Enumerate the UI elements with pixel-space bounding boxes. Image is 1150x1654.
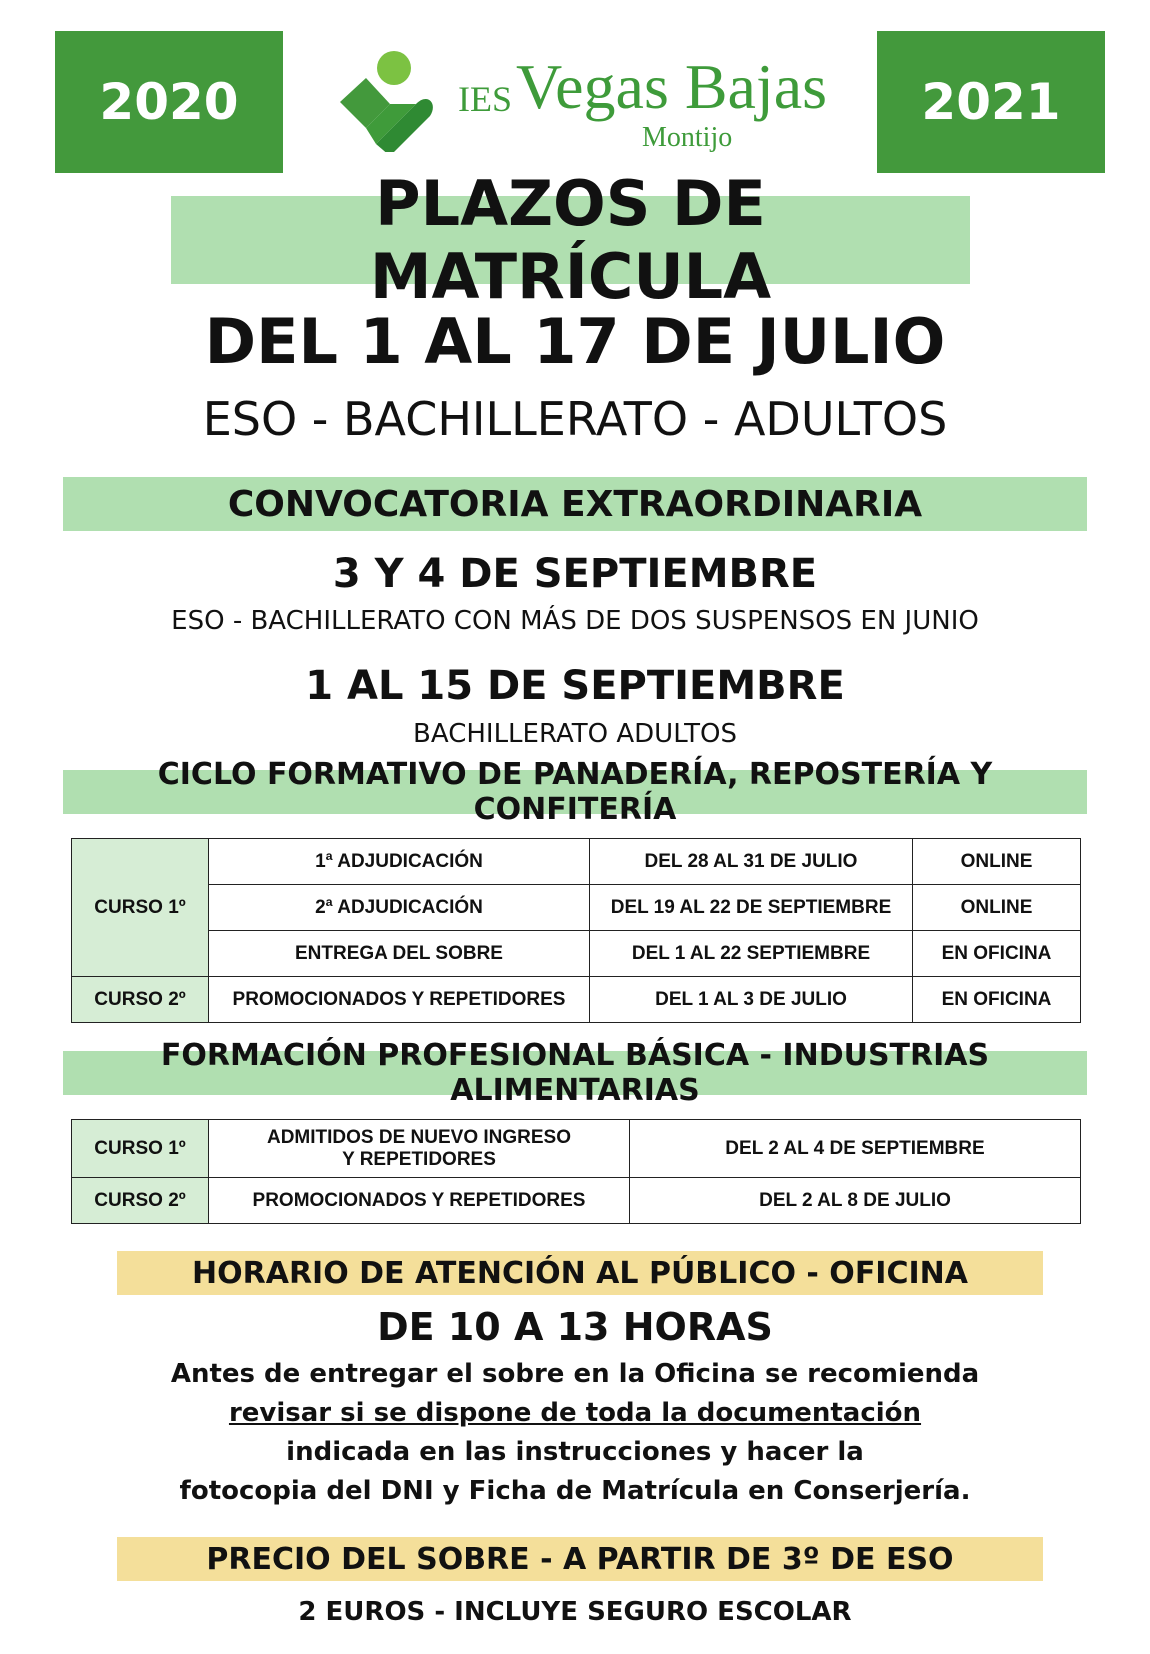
fpb-when: DEL 2 AL 4 DE SEPTIEMBRE [630, 1120, 1081, 1178]
table-row [72, 1120, 1081, 1178]
main-levels: ESO - BACHILLERATO - ADULTOS [202, 392, 948, 446]
fpb-band [63, 1038, 1087, 1108]
fpb-what: PROMOCIONADOS Y REPETIDORES [209, 1178, 630, 1224]
ciclo-when: DEL 1 AL 22 SEPTIEMBRE [590, 931, 913, 977]
year-right-box [877, 31, 1105, 173]
school-logo [330, 44, 830, 164]
main-dates: DEL 1 AL 17 DE JULIO [204, 305, 946, 378]
ciclo-where: EN OFICINA [913, 931, 1081, 977]
ciclo-curso2: CURSO 2º [72, 977, 209, 1023]
heart-leaf-logo-icon [336, 48, 440, 152]
logo-town: Montijo [642, 122, 733, 153]
year-left: 2020 [99, 73, 239, 131]
table-row [72, 1178, 1081, 1224]
ciclo-table [71, 838, 1081, 1023]
horario-note-line1: Antes de entregar el sobre en la Oficina se recomienda [170, 1359, 980, 1389]
year-right: 2021 [921, 73, 1061, 131]
horario-note-line2 [0, 1398, 1150, 1428]
precio-amount: 2 EUROS - INCLUYE SEGURO ESCOLAR [298, 1597, 852, 1627]
ciclo-when: DEL 1 AL 3 DE JULIO [590, 977, 913, 1023]
horario-heading: HORARIO DE ATENCIÓN AL PÚBLICO - OFICINA [192, 1255, 968, 1291]
fpb-curso: CURSO 1º [72, 1120, 209, 1178]
ciclo-curso1: CURSO 1º [72, 839, 209, 977]
precio-heading: PRECIO DEL SOBRE - A PARTIR DE 3º DE ESO [206, 1541, 954, 1577]
logo-name: Vegas Bajas [516, 51, 828, 122]
horario-hours: DE 10 A 13 HORAS [377, 1305, 773, 1349]
horario-band [117, 1251, 1043, 1295]
fpb-table [71, 1119, 1081, 1224]
ciclo-what: PROMOCIONADOS Y REPETIDORES [209, 977, 590, 1023]
ciclo-what: ENTREGA DEL SOBRE [209, 931, 590, 977]
extraordinaria-date2: 1 AL 15 DE SEPTIEMBRE [305, 663, 845, 709]
ciclo-what: 2ª ADJUDICACIÓN [209, 885, 590, 931]
year-left-box [55, 31, 283, 173]
horario-note-line4: fotocopia del DNI y Ficha de Matrícula en Conserjería. [179, 1476, 971, 1506]
precio-band [117, 1537, 1043, 1581]
ciclo-where: ONLINE [913, 885, 1081, 931]
table-row [72, 931, 1081, 977]
table-row [72, 885, 1081, 931]
ciclo-band [63, 757, 1087, 827]
fpb-what [209, 1120, 630, 1178]
table-row [72, 977, 1081, 1023]
ciclo-when: DEL 19 AL 22 DE SEPTIEMBRE [590, 885, 913, 931]
ciclo-where: EN OFICINA [913, 977, 1081, 1023]
horario-note-underlined: revisar si se dispone de toda la documentación [228, 1398, 922, 1428]
page-title: PLAZOS DE MATRÍCULA [369, 167, 772, 313]
ciclo-what: 1ª ADJUDICACIÓN [209, 839, 590, 885]
ciclo-where: ONLINE [913, 839, 1081, 885]
extraordinaria-band [63, 477, 1087, 531]
title-band [171, 167, 970, 313]
extraordinaria-desc1: ESO - BACHILLERATO CON MÁS DE DOS SUSPENSOS EN JUNIO [171, 606, 979, 636]
extraordinaria-desc2: BACHILLERATO ADULTOS [413, 719, 737, 749]
extraordinaria-date1: 3 Y 4 DE SEPTIEMBRE [332, 551, 818, 597]
fpb-what-line1: ADMITIDOS DE NUEVO INGRESO [266, 1126, 572, 1148]
fpb-curso: CURSO 2º [72, 1178, 209, 1224]
fpb-what-line2: Y REPETIDORES [342, 1148, 496, 1170]
horario-note-line3: indicada en las instrucciones y hacer la [286, 1437, 864, 1467]
ciclo-when: DEL 28 AL 31 DE JULIO [590, 839, 913, 885]
ciclo-heading: CICLO FORMATIVO DE PANADERÍA, REPOSTERÍA Y CONFITERÍA [157, 757, 993, 827]
table-row [72, 839, 1081, 885]
fpb-when: DEL 2 AL 8 DE JULIO [630, 1178, 1081, 1224]
fpb-heading: FORMACIÓN PROFESIONAL BÁSICA - INDUSTRIAS ALIMENTARIAS [160, 1038, 990, 1108]
extraordinaria-heading: CONVOCATORIA EXTRAORDINARIA [227, 483, 923, 525]
logo-prefix: IES [458, 79, 512, 119]
